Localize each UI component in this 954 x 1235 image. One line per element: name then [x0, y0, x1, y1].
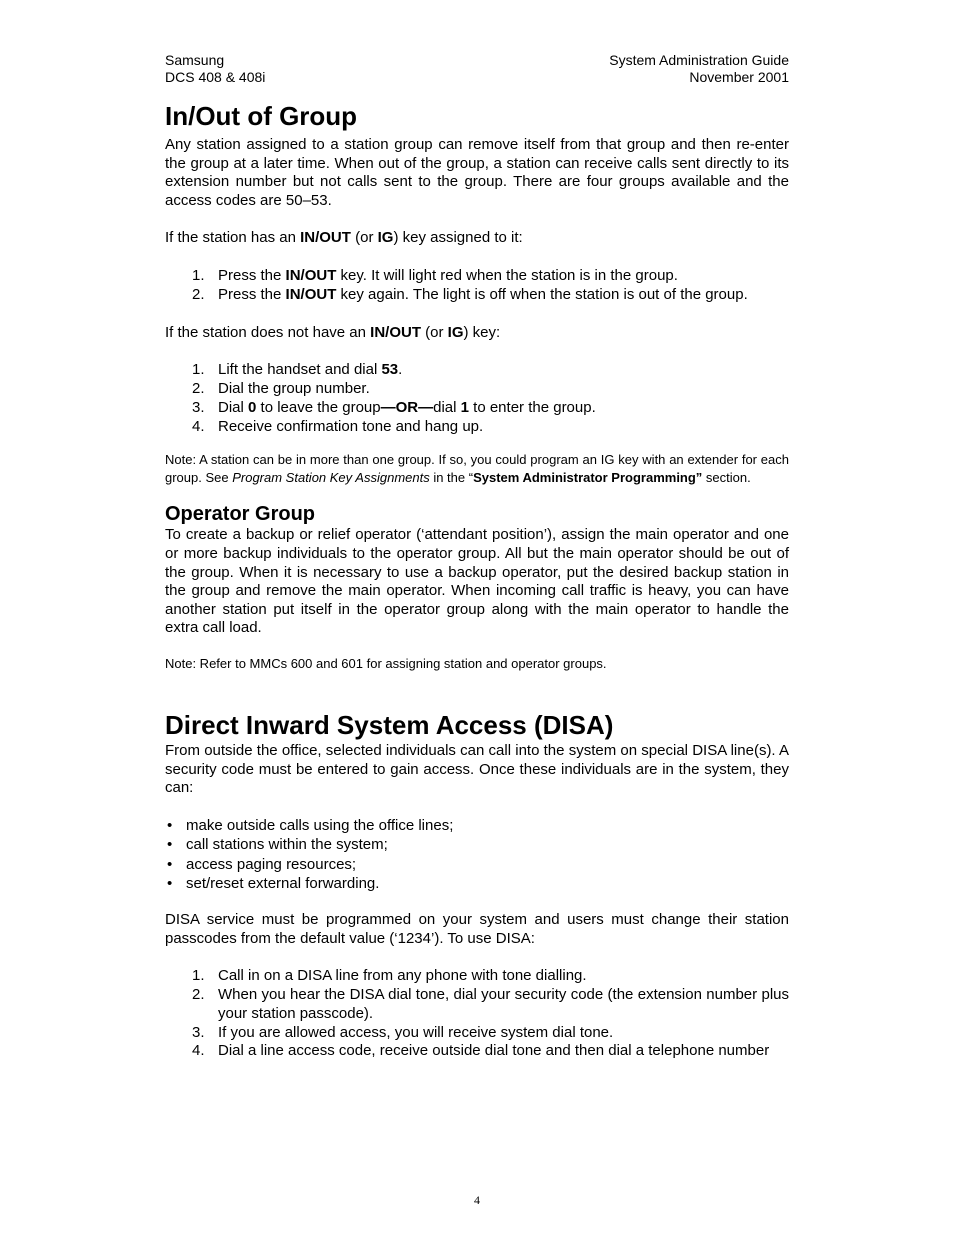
bullet-icon: • [167, 855, 173, 873]
header-company: Samsung [165, 52, 225, 68]
section-title-in-out-of-group: In/Out of Group [165, 101, 358, 131]
page-body [165, 52, 789, 1061]
header-product: DCS 408 & 408i [165, 69, 266, 85]
disa-capabilities-list [165, 816, 789, 894]
list-item: 2. Press the IN/OUT key again. The light is off when the station is out of the group. [192, 285, 748, 303]
list-item: 4. Dial a line access code, receive outside dial tone and then dial a telephone number [192, 1042, 770, 1060]
list-item: • call stations within the system; [167, 836, 388, 854]
mmc-note: Note: Refer to MMCs 600 and 601 for assigning station and operator groups. [165, 655, 607, 671]
list-item: 1. Call in on a DISA line from any phone with tone dialling. [192, 967, 587, 985]
bullet-icon: • [167, 836, 173, 854]
bullet-icon: • [167, 816, 173, 834]
dial-steps-list [165, 361, 789, 436]
in-out-intro-paragraph: Any station assigned to a station group can remove itself from that group and then re-enter the group at a later time. When out of the group, a station can receive calls sent directly to its extension number but not calls sent to the group. There are four groups available and the access codes are 50–53. [165, 136, 789, 209]
header-guide-title: System Administration Guide [609, 52, 789, 68]
operator-group-paragraph: To create a backup or relief operator (‘attendant position’), assign the main operator and one or more backup individuals to the operator group. All but the main operator should be out of the group. When it is necessary to use a backup operator, put the desired backup station in the group and remove the main operator. When incoming call traffic is heavy, you can have another station put itself in the operator group along with the main operator to handle the extra call load. [165, 526, 789, 637]
list-item: • access paging resources; [167, 855, 357, 873]
no-key-paragraph: If the station does not have an IN/OUT (or IG) key: [165, 323, 501, 341]
disa-steps-list [165, 967, 789, 1061]
list-item: 2. Dial the group number. [192, 379, 370, 397]
list-item: • set/reset external forwarding. [167, 875, 380, 893]
header-date: November 2001 [689, 69, 789, 85]
subsection-title-operator-group: Operator Group [165, 503, 316, 526]
list-item: 3. Dial 0 to leave the group—OR—dial 1 to enter the group. [192, 398, 596, 416]
page-number: 4 [474, 1193, 480, 1207]
section-title-disa: Direct Inward System Access (DISA) [165, 709, 614, 740]
list-item: • make outside calls using the office lines; [167, 816, 454, 834]
header-right [609, 52, 789, 86]
key-steps-list [165, 267, 789, 305]
running-header [165, 52, 789, 86]
header-left [165, 52, 265, 86]
list-item: 2. When you hear the DISA dial tone, dial your security code (the extension number plus your station passcode). [192, 986, 789, 1022]
disa-setup-paragraph: DISA service must be programmed on your system and users must change their station passcodes from the default value (‘1234’). To use DISA: [165, 911, 789, 947]
bullet-icon: • [167, 875, 173, 893]
list-item: 1. Lift the handset and dial 53. [192, 361, 403, 379]
list-item: 3. If you are allowed access, you will receive system dial tone. [192, 1023, 614, 1041]
list-item: 1. Press the IN/OUT key. It will light red when the station is in the group. [192, 266, 678, 284]
extender-note: Note: A station can be in more than one group. If so, you could program an IG key with an extender for each group. See Program Station Key Assignments in the “System Administrator Programming” section. [165, 452, 789, 486]
list-item: 4. Receive confirmation tone and hang up. [192, 417, 484, 435]
key-assigned-paragraph: If the station has an IN/OUT (or IG) key assigned to it: [165, 229, 523, 247]
disa-intro-paragraph: From outside the office, selected individuals can call into the system on special DISA line(s). A security code must be entered to gain access. Once these individuals are in the system, they can: [165, 741, 789, 797]
